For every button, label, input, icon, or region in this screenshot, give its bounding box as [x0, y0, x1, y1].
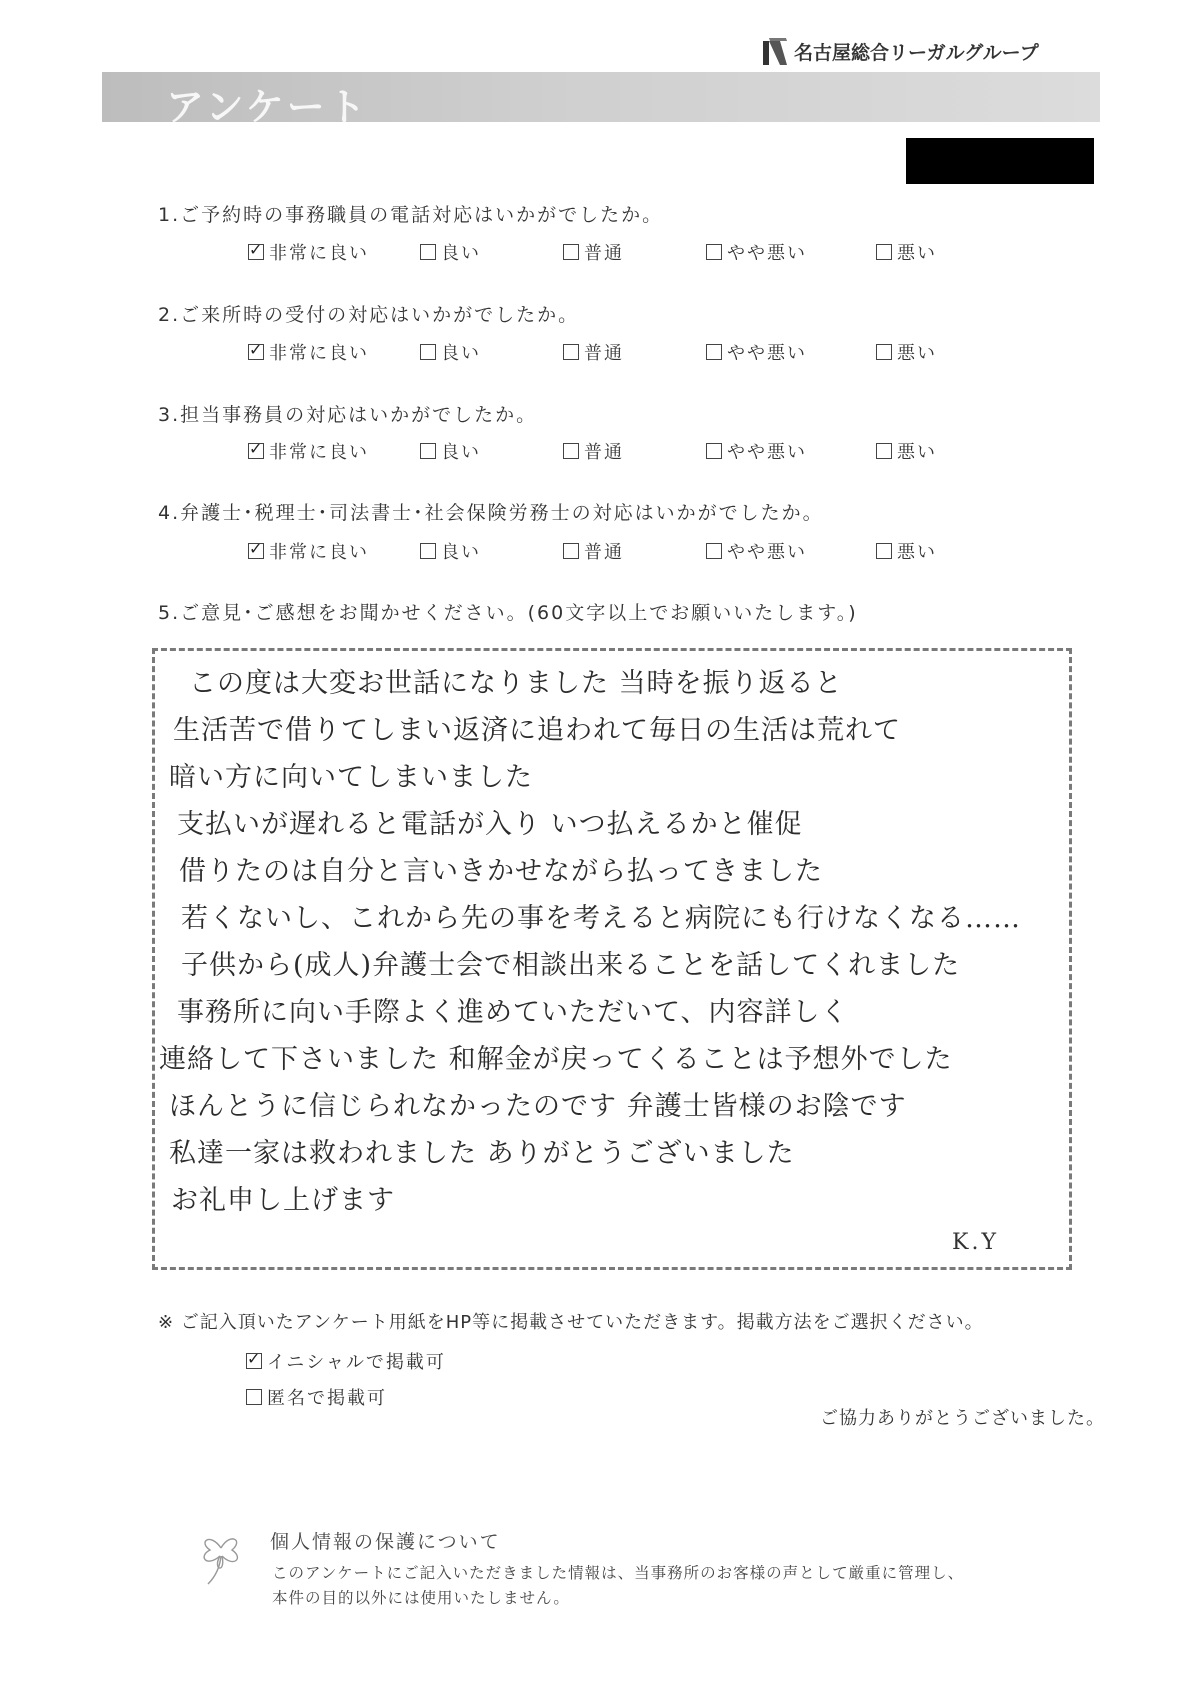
checkbox-icon — [706, 244, 722, 260]
q4-option-bad[interactable]: 悪い — [876, 538, 937, 564]
checkbox-icon — [706, 443, 722, 459]
checkbox-checked-icon — [248, 443, 264, 459]
checkbox-icon — [876, 543, 892, 559]
checkbox-icon — [563, 244, 579, 260]
q1-option-average[interactable]: 普通 — [563, 239, 624, 265]
publication-note: ※ ご記入頂いたアンケート用紙をHP等に掲載させていただきます。掲載方法をご選択ください。 — [158, 1312, 984, 1333]
q1-option-good[interactable]: 良い — [420, 239, 481, 265]
comment-line-8: 事務所に向い手際よく進めていただいて、内容詳しく — [177, 997, 849, 1028]
checkbox-icon — [876, 443, 892, 459]
q2-option-good[interactable]: 良い — [420, 339, 481, 365]
q2-option-very-good[interactable]: ✓ 非常に良い — [248, 339, 369, 365]
checkbox-icon — [563, 344, 579, 360]
checkbox-icon — [420, 244, 436, 260]
logo-mark-icon — [762, 37, 788, 65]
q3-option-bad[interactable]: 悪い — [876, 438, 937, 464]
publish-initials-option[interactable]: ✓ イニシャルで掲載可 — [246, 1348, 446, 1374]
q1-option-bad[interactable]: 悪い — [876, 239, 937, 265]
question-2-label: 2.ご来所時の受付の対応はいかがでしたか。 — [158, 304, 580, 326]
page-title: アンケート — [166, 85, 369, 129]
company-logo — [762, 34, 1052, 68]
checkbox-checked-icon — [248, 244, 264, 260]
comment-line-9: 連絡して下さいました 和解金が戻ってくることは予想外でした — [159, 1044, 953, 1075]
q4-option-very-good[interactable]: ✓ 非常に良い — [248, 538, 369, 564]
privacy-title: 個人情報の保護について — [270, 1531, 501, 1553]
checkbox-icon — [246, 1389, 262, 1405]
clover-icon — [196, 1526, 246, 1586]
q3-option-somewhat-bad[interactable]: やや悪い — [706, 438, 807, 464]
checkbox-icon — [876, 244, 892, 260]
checkbox-icon — [706, 344, 722, 360]
q2-option-bad[interactable]: 悪い — [876, 339, 937, 365]
q2-option-somewhat-bad[interactable]: やや悪い — [706, 339, 807, 365]
comment-line-7: 子供から(成人)弁護士会で相談出来ることを話してくれました — [181, 950, 961, 981]
publish-anonymous-option[interactable]: 匿名で掲載可 — [246, 1384, 387, 1410]
question-5-label: 5.ご意見･ご感想をお聞かせください。(60文字以上でお願いいたします。) — [158, 602, 858, 624]
checkbox-checked-icon — [248, 344, 264, 360]
comment-line-1: この度は大変お世話になりました 当時を振り返ると — [189, 668, 843, 699]
question-3-label: 3.担当事務員の対応はいかがでしたか。 — [158, 404, 538, 426]
comment-line-2: 生活苦で借りてしまい返済に追われて毎日の生活は荒れて — [173, 715, 901, 746]
q4-option-good[interactable]: 良い — [420, 538, 481, 564]
comment-line-4: 支払いが遅れると電話が入り いつ払えるかと催促 — [177, 809, 803, 840]
checkbox-checked-icon — [246, 1353, 262, 1369]
checkbox-icon — [563, 543, 579, 559]
comment-line-10: ほんとうに信じられなかったのです 弁護士皆様のお陰です — [169, 1091, 907, 1122]
q3-option-good[interactable]: 良い — [420, 438, 481, 464]
q1-option-very-good[interactable]: ✓ 非常に良い — [248, 239, 369, 265]
checkbox-icon — [563, 443, 579, 459]
q4-option-average[interactable]: 普通 — [563, 538, 624, 564]
redaction-block — [906, 138, 1094, 184]
question-4-label: 4.弁護士･税理士･司法書士･社会保険労務士の対応はいかがでしたか。 — [158, 502, 824, 524]
checkbox-icon — [876, 344, 892, 360]
q1-option-somewhat-bad[interactable]: やや悪い — [706, 239, 807, 265]
privacy-line-2: 本件の目的以外には使用いたしません。 — [272, 1589, 570, 1607]
comment-line-5: 借りたのは自分と言いきかせながら払ってきました — [179, 856, 823, 887]
q3-option-average[interactable]: 普通 — [563, 438, 624, 464]
checkbox-icon — [420, 344, 436, 360]
comment-box[interactable] — [152, 648, 1072, 1270]
comment-line-11: 私達一家は救われました ありがとうございました — [169, 1138, 795, 1169]
q4-option-somewhat-bad[interactable]: やや悪い — [706, 538, 807, 564]
comment-line-12: お礼申し上げます — [171, 1185, 395, 1216]
signature-initials: K.Y — [952, 1230, 999, 1255]
q3-option-very-good[interactable]: ✓ 非常に良い — [248, 438, 369, 464]
comment-line-3: 暗い方に向いてしまいました — [169, 762, 533, 793]
checkbox-icon — [420, 443, 436, 459]
q2-option-average[interactable]: 普通 — [563, 339, 624, 365]
question-1-label: 1.ご予約時の事務職員の電話対応はいかがでしたか。 — [158, 204, 664, 226]
checkbox-icon — [706, 543, 722, 559]
checkbox-icon — [420, 543, 436, 559]
logo-text: 名古屋総合リーガルグループ — [794, 41, 1039, 64]
privacy-line-1: このアンケートにご記入いただきました情報は、当事務所のお客様の声として厳重に管理し、 — [272, 1564, 965, 1582]
checkbox-checked-icon — [248, 543, 264, 559]
thanks-text: ご協力ありがとうございました。 — [820, 1408, 1105, 1429]
comment-line-6: 若くないし、これから先の事を考えると病院にも行けなくなる…… — [181, 903, 1021, 934]
